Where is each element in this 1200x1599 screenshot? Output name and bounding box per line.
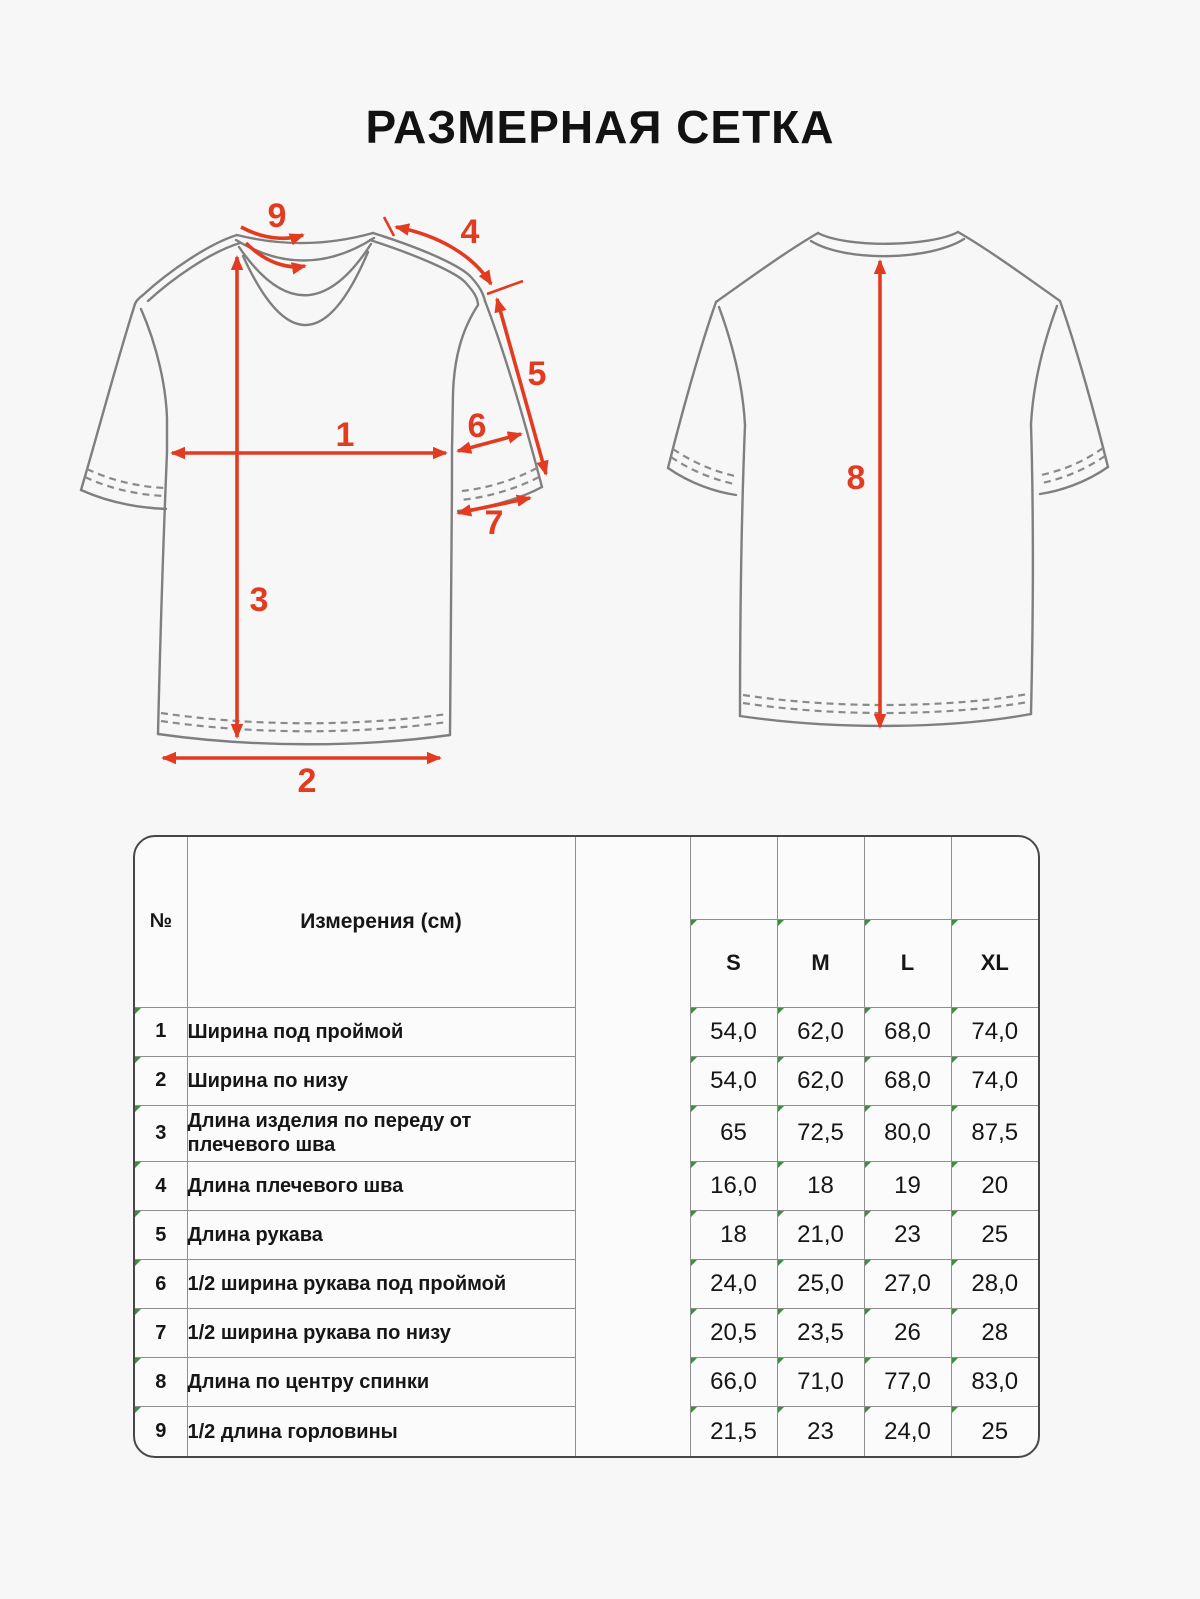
size-value: 25,0	[777, 1260, 864, 1309]
size-value: 21,0	[777, 1211, 864, 1260]
size-value: 16,0	[690, 1162, 777, 1211]
row-number: 8	[135, 1358, 187, 1407]
size-value: 80,0	[864, 1105, 951, 1161]
measurement-name: Длина по центру спинки	[187, 1358, 575, 1407]
empty-cell	[951, 837, 1038, 919]
measurement-name: Ширина под проймой	[187, 1007, 575, 1056]
size-value: 87,5	[951, 1105, 1038, 1161]
size-value: 18	[777, 1162, 864, 1211]
measure-tick-4a	[384, 217, 394, 236]
row-number: 2	[135, 1056, 187, 1105]
measurement-name: Длина рукава	[187, 1211, 575, 1260]
measurement-name: Длина плечевого шва	[187, 1162, 575, 1211]
row-number: 7	[135, 1309, 187, 1358]
col-header-measurements: Измерения (см)	[187, 837, 575, 1007]
size-value: 23	[777, 1407, 864, 1456]
measurement-name: 1/2 ширина рукава под проймой	[187, 1260, 575, 1309]
size-value: 25	[951, 1211, 1038, 1260]
measure-label-4: 4	[460, 213, 480, 251]
size-value: 23	[864, 1211, 951, 1260]
measurement-name: Ширина по низу	[187, 1056, 575, 1105]
size-value: 25	[951, 1407, 1038, 1456]
size-value: 77,0	[864, 1358, 951, 1407]
measure-label-6: 6	[467, 407, 487, 445]
size-value: 23,5	[777, 1309, 864, 1358]
table-gap-column	[575, 837, 690, 1456]
empty-cell	[777, 837, 864, 919]
row-number: 4	[135, 1162, 187, 1211]
size-value: 19	[864, 1162, 951, 1211]
size-table	[133, 835, 1040, 1458]
measure-label-2: 2	[297, 762, 317, 800]
row-number: 6	[135, 1260, 187, 1309]
measure-label-7: 7	[484, 504, 504, 542]
row-number: 1	[135, 1007, 187, 1056]
size-table-grid	[135, 837, 1038, 1456]
page-title: РАЗМЕРНАЯ СЕТКА	[365, 101, 835, 153]
measure-arrow-9b	[246, 243, 305, 267]
size-value: 28	[951, 1309, 1038, 1358]
row-number: 9	[135, 1407, 187, 1456]
row-number: 5	[135, 1211, 187, 1260]
measure-label-5: 5	[527, 355, 547, 393]
size-value: 27,0	[864, 1260, 951, 1309]
col-header-number: №	[135, 837, 187, 1007]
size-value: 71,0	[777, 1358, 864, 1407]
size-value: 62,0	[777, 1007, 864, 1056]
measure-label-3: 3	[249, 581, 269, 619]
measure-label-9: 9	[267, 197, 287, 235]
size-value: 83,0	[951, 1358, 1038, 1407]
size-value: 74,0	[951, 1007, 1038, 1056]
empty-cell	[864, 837, 951, 919]
size-value: 65	[690, 1105, 777, 1161]
size-value: 54,0	[690, 1056, 777, 1105]
col-header-size-l: L	[864, 919, 951, 1007]
size-value: 62,0	[777, 1056, 864, 1105]
size-value: 72,5	[777, 1105, 864, 1161]
col-header-size-m: M	[777, 919, 864, 1007]
size-value: 20,5	[690, 1309, 777, 1358]
size-value: 54,0	[690, 1007, 777, 1056]
col-header-size-s: S	[690, 919, 777, 1007]
size-value: 66,0	[690, 1358, 777, 1407]
size-value: 21,5	[690, 1407, 777, 1456]
size-value: 28,0	[951, 1260, 1038, 1309]
measurement-name: Длина изделия по переду от плечевого шва	[187, 1105, 575, 1161]
size-value: 24,0	[864, 1407, 951, 1456]
table-header-row-top	[135, 837, 1038, 919]
measurement-name: 1/2 длина горловины	[187, 1407, 575, 1456]
front-view	[81, 197, 546, 800]
size-value: 26	[864, 1309, 951, 1358]
size-value: 24,0	[690, 1260, 777, 1309]
empty-cell	[690, 837, 777, 919]
measurement-name: 1/2 ширина рукава по низу	[187, 1309, 575, 1358]
size-value: 74,0	[951, 1056, 1038, 1105]
measure-label-1: 1	[335, 416, 355, 454]
size-value: 68,0	[864, 1007, 951, 1056]
col-header-size-xl: XL	[951, 919, 1038, 1007]
back-view	[668, 232, 1108, 727]
size-value: 20	[951, 1162, 1038, 1211]
measure-label-8: 8	[846, 459, 866, 497]
size-value: 68,0	[864, 1056, 951, 1105]
row-number: 3	[135, 1105, 187, 1161]
size-value: 18	[690, 1211, 777, 1260]
